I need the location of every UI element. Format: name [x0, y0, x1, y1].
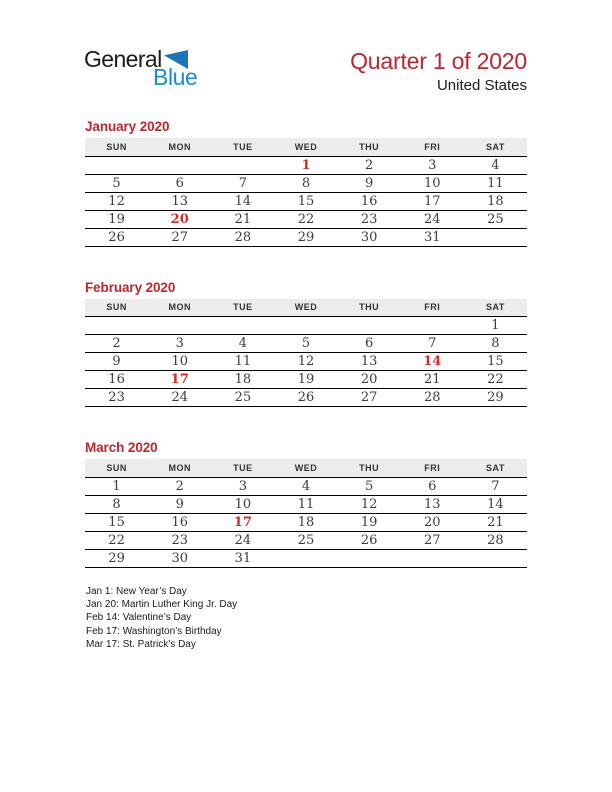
day-cell: 14 [211, 192, 274, 210]
day-cell: 19 [274, 371, 337, 389]
day-cell: 2 [148, 477, 211, 495]
day-cell: 1 [464, 317, 527, 335]
weekday-header: TUE [211, 299, 274, 317]
day-cell: 20 [401, 513, 464, 531]
day-cell: 13 [148, 192, 211, 210]
weekday-header: TUE [211, 138, 274, 156]
day-cell: 27 [401, 531, 464, 549]
day-cell [148, 317, 211, 335]
day-cell: 10 [148, 353, 211, 371]
page-subtitle: United States [436, 77, 527, 94]
day-cell: 18 [274, 513, 337, 531]
weekday-header: WED [274, 299, 337, 317]
day-cell: 2 [85, 335, 148, 353]
weekday-header: THU [338, 459, 401, 477]
weekday-header: FRI [401, 459, 464, 477]
weeks-body [85, 156, 527, 246]
day-cell [148, 156, 211, 174]
day-cell: 26 [338, 531, 401, 549]
day-cell: 23 [338, 210, 401, 228]
month-table [85, 138, 527, 247]
day-cell: 29 [274, 228, 337, 246]
day-cell: 10 [401, 174, 464, 192]
day-cell: 29 [85, 549, 148, 567]
day-cell: 16 [338, 192, 401, 210]
weekday-header: SUN [85, 459, 148, 477]
day-cell [338, 549, 401, 567]
week-row [85, 353, 527, 371]
week-row [85, 335, 527, 353]
week-row [85, 174, 527, 192]
weekday-header-row-group [85, 459, 527, 477]
weekday-header: FRI [401, 138, 464, 156]
day-cell: 25 [211, 389, 274, 407]
day-cell: 11 [464, 174, 527, 192]
holiday-note: Feb 17: Washington’s Birthday [86, 625, 222, 637]
week-row [85, 389, 527, 407]
day-cell: 28 [401, 389, 464, 407]
day-cell [464, 228, 527, 246]
day-cell: 13 [401, 495, 464, 513]
weekday-header-row [85, 299, 527, 317]
day-cell: 9 [338, 174, 401, 192]
weekday-header: SAT [464, 459, 527, 477]
day-cell: 22 [464, 371, 527, 389]
logo-text-general: General [84, 46, 162, 72]
week-row [85, 228, 527, 246]
logo-text-blue: Blue [153, 64, 198, 90]
week-row [85, 477, 527, 495]
day-cell: 21 [211, 210, 274, 228]
day-cell: 12 [274, 353, 337, 371]
day-cell: 19 [85, 210, 148, 228]
day-cell: 5 [274, 335, 337, 353]
month-title: March 2020 [85, 440, 158, 455]
day-cell: 26 [85, 228, 148, 246]
month-calendar [85, 119, 527, 247]
weekday-header: WED [274, 459, 337, 477]
day-cell: 3 [401, 156, 464, 174]
day-cell: 3 [148, 335, 211, 353]
day-cell: 13 [338, 353, 401, 371]
day-cell: 18 [211, 371, 274, 389]
day-cell [338, 317, 401, 335]
day-cell: 30 [148, 549, 211, 567]
weekday-header: SAT [464, 138, 527, 156]
day-cell: 31 [211, 549, 274, 567]
holiday-note: Jan 20: Martin Luther King Jr. Day [86, 599, 238, 611]
day-cell: 21 [401, 371, 464, 389]
day-cell: 3 [211, 477, 274, 495]
day-cell: 22 [85, 531, 148, 549]
weekday-header: THU [338, 299, 401, 317]
holiday-note: Mar 17: St. Patrick’s Day [86, 638, 196, 650]
day-cell: 23 [148, 531, 211, 549]
day-cell: 17 [401, 192, 464, 210]
day-cell: 1 [274, 156, 337, 174]
day-cell: 5 [85, 174, 148, 192]
day-cell: 21 [464, 513, 527, 531]
weekday-header: THU [338, 138, 401, 156]
day-cell: 10 [211, 495, 274, 513]
day-cell: 4 [211, 335, 274, 353]
day-cell: 7 [211, 174, 274, 192]
day-cell [401, 549, 464, 567]
weekday-header-row-group [85, 299, 527, 317]
day-cell: 24 [148, 389, 211, 407]
day-cell: 7 [401, 335, 464, 353]
logo [84, 46, 197, 89]
day-cell: 17 [211, 513, 274, 531]
day-cell: 15 [85, 513, 148, 531]
day-cell: 12 [338, 495, 401, 513]
day-cell: 22 [274, 210, 337, 228]
day-cell: 26 [274, 389, 337, 407]
day-cell: 4 [464, 156, 527, 174]
month-calendar [85, 280, 527, 408]
day-cell: 11 [274, 495, 337, 513]
day-cell: 31 [401, 228, 464, 246]
day-cell: 8 [464, 335, 527, 353]
day-cell [274, 549, 337, 567]
weekday-header: SUN [85, 299, 148, 317]
day-cell: 6 [148, 174, 211, 192]
day-cell: 9 [148, 495, 211, 513]
weekday-header: FRI [401, 299, 464, 317]
week-row [85, 495, 527, 513]
weekday-header: WED [274, 138, 337, 156]
day-cell: 2 [338, 156, 401, 174]
day-cell: 27 [338, 389, 401, 407]
weekday-header-row [85, 459, 527, 477]
month-calendar [85, 440, 527, 568]
weeks-body [85, 477, 527, 567]
weekday-header: MON [148, 299, 211, 317]
weekday-header: TUE [211, 459, 274, 477]
day-cell: 23 [85, 389, 148, 407]
week-row [85, 531, 527, 549]
day-cell: 17 [148, 371, 211, 389]
month-title: February 2020 [85, 279, 176, 295]
weekday-header-row [85, 138, 527, 156]
day-cell: 6 [338, 335, 401, 353]
day-cell: 30 [338, 228, 401, 246]
day-cell: 15 [464, 353, 527, 371]
day-cell: 8 [85, 495, 148, 513]
day-cell: 16 [85, 371, 148, 389]
day-cell [211, 156, 274, 174]
month-table [85, 459, 527, 568]
day-cell: 8 [274, 174, 337, 192]
day-cell: 14 [464, 495, 527, 513]
weekday-header: SAT [464, 299, 527, 317]
week-row [85, 317, 527, 335]
months-container [85, 119, 527, 601]
day-cell: 9 [85, 353, 148, 371]
day-cell: 18 [464, 192, 527, 210]
title-block [350, 49, 527, 94]
week-row [85, 371, 527, 389]
holiday-note: Jan 1: New Year’s Day [86, 586, 187, 597]
day-cell: 29 [464, 389, 527, 407]
day-cell: 24 [211, 531, 274, 549]
weekday-header-row-group [85, 138, 527, 156]
day-cell: 25 [464, 210, 527, 228]
day-cell: 5 [338, 477, 401, 495]
day-cell: 12 [85, 192, 148, 210]
day-cell: 1 [85, 477, 148, 495]
week-row [85, 513, 527, 531]
week-row [85, 192, 527, 210]
day-cell: 28 [464, 531, 527, 549]
day-cell: 6 [401, 477, 464, 495]
day-cell: 20 [338, 371, 401, 389]
holiday-note: Feb 14: Valentine’s Day [86, 612, 192, 624]
day-cell [464, 549, 527, 567]
day-cell [274, 317, 337, 335]
weeks-body [85, 317, 527, 407]
day-cell: 4 [274, 477, 337, 495]
week-row [85, 156, 527, 174]
day-cell: 16 [148, 513, 211, 531]
day-cell: 11 [211, 353, 274, 371]
day-cell: 15 [274, 192, 337, 210]
day-cell: 14 [401, 353, 464, 371]
month-table [85, 299, 527, 408]
holiday-list [86, 585, 237, 651]
day-cell: 28 [211, 228, 274, 246]
day-cell [211, 317, 274, 335]
weekday-header: MON [148, 459, 211, 477]
day-cell [85, 317, 148, 335]
week-row [85, 210, 527, 228]
day-cell: 24 [401, 210, 464, 228]
week-row [85, 549, 527, 567]
page-title: Quarter 1 of 2020 [350, 48, 527, 74]
day-cell: 20 [148, 210, 211, 228]
weekday-header: MON [148, 138, 211, 156]
weekday-header: SUN [85, 138, 148, 156]
day-cell: 25 [274, 531, 337, 549]
month-title: January 2020 [85, 119, 170, 134]
day-cell: 27 [148, 228, 211, 246]
day-cell: 7 [464, 477, 527, 495]
day-cell [85, 156, 148, 174]
day-cell: 19 [338, 513, 401, 531]
day-cell [401, 317, 464, 335]
